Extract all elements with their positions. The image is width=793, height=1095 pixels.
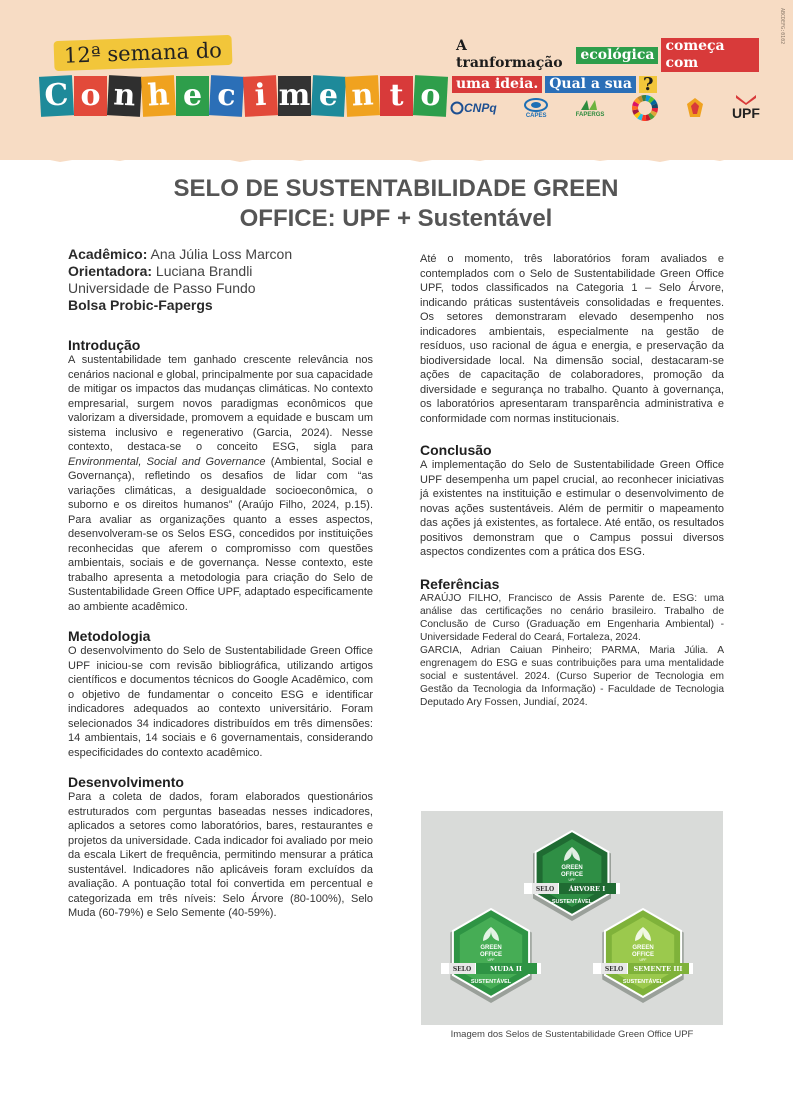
section-heading: Conclusão (420, 442, 492, 458)
fapergs-logo-icon: FAPERGS (576, 98, 605, 118)
event-title-letter: t (380, 76, 413, 116)
section-results (420, 252, 724, 426)
section-heading: Referências (420, 575, 500, 592)
badge-selo-text: SELO (452, 966, 472, 973)
grant: Bolsa Probic-Fapergs (68, 297, 213, 313)
left-column (68, 246, 373, 935)
slogan-part: ? (639, 76, 658, 93)
section-introduction (68, 337, 373, 614)
header-band (0, 0, 793, 160)
badge-level-text: SEMENTE III (633, 965, 683, 973)
advisor-name: Luciana Brandli (155, 263, 253, 279)
title-line: OFFICE: UPF + Sustentável (239, 205, 553, 232)
badge-upf-text: UPF (487, 958, 495, 962)
event-title-letter: e (176, 76, 209, 116)
section-methodology (68, 628, 373, 760)
academic-label: Acadêmico: (68, 246, 148, 262)
badge-footer-text: SUSTENTÁVEL (470, 979, 512, 985)
event-title-letter: m (278, 76, 311, 116)
upf-social-logo-icon (685, 97, 705, 119)
author-block (68, 246, 373, 314)
event-title-letter: i (243, 75, 278, 117)
side-code: ABCDEFG:0102 (779, 8, 785, 45)
badge-upf-text: UPF (568, 878, 576, 882)
event-title (40, 76, 448, 116)
badge-green-text: GREEN (561, 865, 583, 871)
badge-selo-text: SELO (604, 966, 624, 973)
event-title-letter: o (74, 76, 107, 116)
section-development (68, 774, 373, 921)
slogan-part: uma ideia. (452, 76, 542, 93)
image-caption: Imagem dos Selos de Sustentabilidade Green Office UPF (450, 1029, 694, 1040)
section-heading: Introdução (68, 337, 141, 353)
poster-title (60, 174, 732, 234)
badge-selo-text: SELO (535, 886, 555, 893)
badge-office-text: OFFICE (480, 952, 502, 958)
badges-graphic (421, 811, 723, 1025)
section-text: O desenvolvimento do Selo de Sustentabilidade Green Office UPF iniciou-se com revisão bibliográfica, utilizando artigos científicos e documentos técnicos do Google Acadêmico, com o objetivo de fundamentar o conceito ESG e identificar indicadores adequados ao contexto universitário. Foram selecionados 34 indicadores distribuídos em três dimensões: 14 ambientais, 14 sociais e 6 governamentais, considerando especificidades do contexto acadêmico. (68, 645, 373, 759)
event-title-letter: n (345, 75, 380, 117)
event-title-letter: n (107, 75, 142, 117)
section-heading: Desenvolvimento (68, 774, 184, 790)
event-title-letter: e (311, 75, 346, 117)
event-title-letter: C (39, 75, 74, 117)
badge-green-text: GREEN (632, 945, 654, 951)
event-title-letter: o (413, 75, 448, 117)
slogan-part: começa com (661, 38, 759, 72)
section-text: Até o momento, três laboratórios foram avaliados e contemplados com o Selo de Sustentabilidade Green Office UPF, todos classificados na Categoria 1 – Selo Árvore, indicando práticas sustentáveis consolidadas e frequentes. Os setores demonstraram elevado desempenho nos indicadores ambientais, especialmente na gestão de resíduos, uso racional de água e energia, e preservação da biodiversidade local. Na dimensão social, destacaram-se ações de capacitação de colaboradores, promoção da diversidade e segurança no trabalho. Quanto à governança, os laboratórios apresentaram transparência administrativa e conformidade com normas institucionais. (420, 253, 724, 425)
slogan (452, 38, 762, 97)
badge-level-text: ÁRVORE I (568, 885, 606, 893)
slogan-part: Qual a sua (545, 76, 636, 93)
event-logo (40, 38, 442, 120)
right-column (420, 252, 724, 723)
title-line: SELO DE SUSTENTABILIDADE GREEN (173, 175, 619, 202)
section-references (420, 576, 724, 709)
university: Universidade de Passo Fundo (68, 280, 256, 296)
section-text: Para a coleta de dados, foram elaborados questionários estruturados com perguntas baseadas nesses indicadores, aplicados a setores como laboratórios, bares, restaurantes e projetos da universidade. Cada indicador foi avaliado por meio da escala Likert de frequência, permitindo mensurar a prática sustentável. Indicadores não aplicáveis foram excluídos da avaliação. A pontuação total foi convertida em percentual e categorizada em três níveis: Selo Árvore (80-100%), Selo Muda (60-79%) e Selo Semente (40-59%). (68, 791, 373, 919)
badge-upf-text: UPF (639, 958, 647, 962)
event-title-letter: c (209, 75, 244, 117)
badge-footer-text: SUSTENTÁVEL (622, 979, 664, 985)
torn-paper-edge (0, 148, 793, 166)
badge-level-text: MUDA II (490, 965, 522, 973)
badge-footer-text: SUSTENTÁVEL (551, 899, 593, 905)
upf-logo-icon: UPF (732, 95, 760, 121)
slogan-part: ecológica (576, 47, 658, 64)
badge-office-text: OFFICE (561, 872, 583, 878)
advisor-label: Orientadora: (68, 263, 153, 279)
sdg-wheel-icon (631, 94, 659, 122)
badges-image (421, 811, 723, 1025)
reference-item: ARAÚJO FILHO, Francisco de Assis Parente de. ESG: uma análise das certificações no cenário brasileiro. Trabalho de Conclusão de Curso (Graduação em Engenharia Ambiental) - Universidade Federal do Ceará, Fortaleza, 2024. (420, 592, 724, 643)
event-subtitle: 12ª semana do (54, 35, 233, 71)
reference-item: GARCIA, Adrian Caiuan Pinheiro; PARMA, Maria Júlia. A engrenagem do ESG e suas contribuições para uma mentalidade social e sustentável. 2024. (Curso Superior de Tecnologia em Gestão da Tecnologia da Informação) - Faculdade de Tecnologia Deputado Ary Fossen, Jundiaí, 2024. (420, 644, 724, 708)
section-text: A sustentabilidade tem ganhado crescente relevância nos cenários nacional e global, principalmente por sua capacidade de mitigar os impactos das mudanças climáticas. No contexto empresarial, surgem novos paradigmas econômicos que valorizam a diversidade, promovem a equidade e buscam um sistema inclusivo e regenerativo (Garcia, 2024). Nesse contexto, destaca-se o conceito ESG, sigla para Environmental, Social and Governance (Ambiental, Social e Governança), refletindo os desafios de lidar com “as variações climáticas, a desigualdade socioeconômica, o suborno e os direitos humanos” (Araújo Filho, 2024, p.15). Para avaliar as organizações quanto a esses aspectos, desenvolveram-se os Selos ESG, concedidos por instituições reconhecidas que aferem o compromisso com questões ambientais, sociais e de governança. Nesse contexto, este trabalho apresenta a metodologia para criação do Selo de Sustentabilidade Green Office UPF, adaptado especificamente ao ambiente acadêmico. (68, 354, 373, 613)
slogan-part: A tranformação (456, 38, 563, 71)
badge-office-text: OFFICE (632, 952, 654, 958)
section-text: A implementação do Selo de Sustentabilidade Green Office UPF desempenha um papel crucial, ao reconhecer iniciativas já existentes na instituição e estimular o desenvolvimento de novas ações sustentáveis. Além de permitir o mapeamento das ações já existentes, as fortalece. Até então, os resultados positivos demonstram que o Campus possui diversos aspectos condizentes com a prática dos ESG. (420, 459, 724, 558)
section-conclusion (420, 442, 724, 560)
event-title-letter: h (141, 75, 176, 117)
academic-name: Ana Júlia Loss Marcon (150, 246, 293, 262)
badge-green-text: GREEN (480, 945, 502, 951)
cnpq-logo-icon: CNPq (450, 101, 497, 115)
partner-logos (450, 92, 760, 124)
section-heading: Metodologia (68, 628, 151, 644)
capes-logo-icon: CAPES (523, 97, 549, 119)
